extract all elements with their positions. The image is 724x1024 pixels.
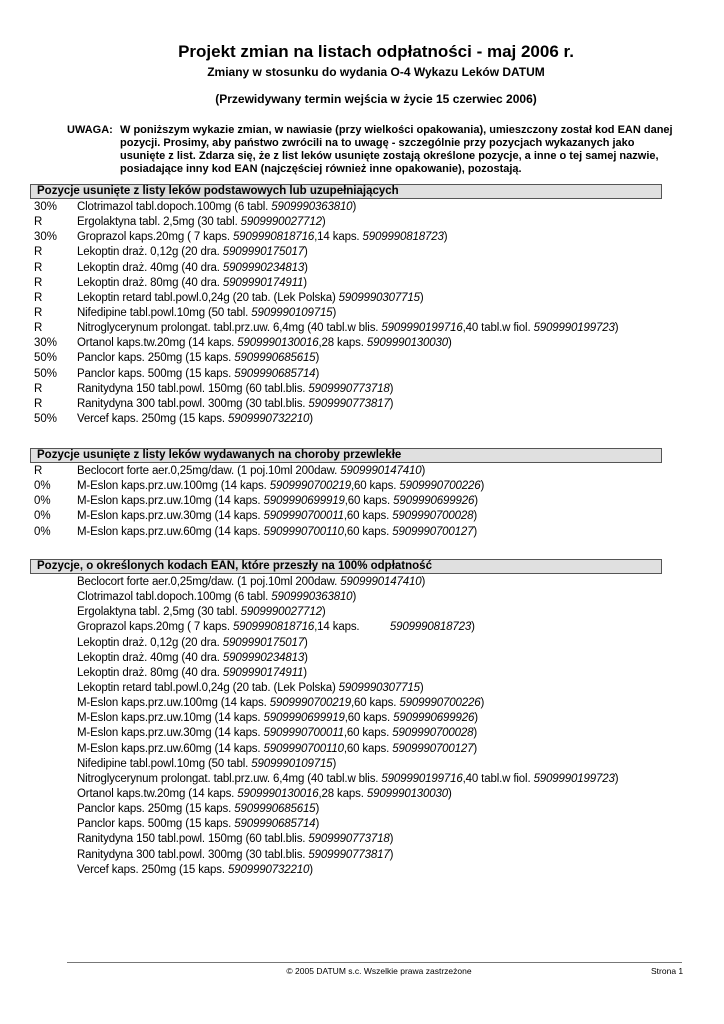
drug-text: ) — [315, 367, 320, 380]
list-item — [34, 509, 684, 524]
list-item — [34, 494, 684, 509]
ean-code: 5909990700219 — [269, 697, 351, 710]
drug-description — [77, 696, 484, 711]
drug-text: Ranitydyna 300 tabl.powl. 300mg (30 tabl.blis. — [77, 397, 309, 410]
list-item — [34, 321, 684, 336]
payment-code: 50% — [34, 367, 58, 380]
list-item — [34, 351, 684, 366]
drug-description — [77, 367, 319, 382]
document-title: Projekt zmian na listach odpłatności - maj 2006 r. — [178, 42, 574, 61]
payment-code: 0% — [34, 480, 51, 493]
drug-description — [77, 412, 313, 427]
ean-code: 5909990174911 — [222, 276, 304, 289]
ean-code: 5909990699919 — [263, 495, 345, 508]
drug-text: ) — [352, 591, 357, 604]
drug-text: Ranitydyna 150 tabl.powl. 150mg (60 tabl.blis. — [77, 382, 309, 395]
ean-code: 5909990109715 — [251, 757, 333, 770]
drug-description — [77, 802, 319, 817]
section-list-chronic — [34, 464, 684, 540]
drug-text: ) — [303, 636, 308, 649]
drug-description — [77, 509, 477, 524]
list-item — [34, 306, 684, 321]
drug-text: ) — [303, 246, 308, 259]
list-item — [34, 291, 684, 306]
footer-divider — [67, 962, 682, 963]
ean-code: 5909990700110 — [263, 525, 344, 538]
ean-code: 5909990818723 — [362, 231, 444, 244]
payment-code: 30% — [34, 337, 58, 350]
drug-text: Beclocort forte aer.0,25mg/daw. (1 poj.10ml 200daw. — [77, 465, 341, 477]
drug-description — [77, 494, 478, 509]
list-item — [34, 742, 684, 757]
drug-text: Clotrimazol tabl.dopoch.100mg (6 tabl. — [77, 201, 272, 213]
ean-code: 5909990199723 — [533, 772, 615, 785]
drug-description — [77, 711, 478, 726]
drug-text: ) — [448, 787, 452, 800]
payment-code: R — [34, 465, 43, 477]
ean-code: 5909990818723 — [389, 621, 472, 634]
drug-text: ) — [389, 382, 394, 395]
drug-description — [77, 787, 452, 802]
drug-description — [77, 620, 475, 635]
ean-code: 5909990130030 — [366, 337, 449, 350]
list-item — [34, 261, 684, 276]
drug-text: ,40 tabl.w fiol. — [462, 322, 534, 335]
list-item — [34, 666, 684, 681]
drug-description — [77, 261, 308, 276]
list-item — [34, 245, 684, 260]
list-item — [34, 336, 684, 351]
ean-code: 5909990700028 — [392, 510, 474, 523]
ean-code: 5909990773817 — [308, 848, 390, 861]
warning-note — [67, 124, 682, 176]
ean-code: 5909990773718 — [308, 833, 390, 846]
list-item — [34, 382, 684, 397]
drug-text: ,28 kaps. — [318, 787, 367, 800]
drug-text: Ortanol kaps.tw.20mg (14 kaps. — [77, 787, 238, 800]
list-item — [34, 726, 684, 741]
drug-text: M-Eslon kaps.prz.uw.60mg (14 kaps. — [77, 525, 264, 538]
drug-text: ) — [352, 201, 357, 213]
drug-text: M-Eslon kaps.prz.uw.60mg (14 kaps. — [77, 742, 264, 755]
list-item — [34, 787, 684, 802]
drug-text: Lekoptin retard tabl.powl.0,24g (20 tab. (Lek Polska) — [77, 291, 339, 304]
drug-text: Groprazol kaps.20mg ( 7 kaps. — [77, 231, 233, 244]
list-item — [34, 397, 684, 412]
ean-code: 5909990175017 — [222, 636, 304, 649]
payment-code: R — [34, 216, 43, 229]
drug-text: Lekoptin draż. 0,12g (20 dra. — [77, 636, 223, 649]
warning-label: UWAGA: — [67, 124, 113, 136]
drug-text: ,60 kaps. — [344, 495, 394, 508]
drug-text: ) — [421, 465, 426, 477]
effective-date-note: (Przewidywany termin wejścia w życie 15 czerwiec 2006) — [215, 92, 537, 106]
drug-text: Clotrimazol tabl.dopoch.100mg (6 tabl. — [77, 591, 272, 604]
drug-text: ) — [448, 337, 452, 350]
drug-text: ,60 kaps. — [343, 742, 393, 755]
list-item — [34, 605, 684, 620]
drug-text: ) — [332, 757, 337, 770]
ean-code: 5909990147410 — [340, 465, 422, 477]
list-item — [34, 367, 684, 382]
ean-code: 5909990700226 — [399, 480, 481, 493]
payment-code: R — [34, 246, 43, 259]
drug-text: Panclor kaps. 500mg (15 kaps. — [77, 818, 235, 831]
drug-description — [77, 651, 308, 666]
drug-text: ) — [474, 712, 478, 725]
ean-code: 5909990700127 — [392, 742, 474, 755]
drug-description — [77, 848, 393, 863]
drug-text: Nitroglycerynum prolongat. tabl.prz.uw. 6,4mg (40 tabl.w blis. — [77, 772, 382, 785]
drug-text: ,60 kaps. — [350, 697, 400, 710]
payment-code: 30% — [34, 231, 58, 244]
drug-text: ) — [419, 291, 424, 304]
list-item — [34, 757, 684, 772]
payment-code: R — [34, 291, 43, 304]
drug-text: Ergolaktyna tabl. 2,5mg (30 tabl. — [77, 606, 241, 619]
drug-text: ) — [480, 480, 485, 493]
section-heading-basic-list: Pozycje usunięte z listy leków podstawowych lub uzupełniających — [30, 184, 662, 199]
list-item — [34, 590, 684, 605]
ean-code: 5909990307715 — [338, 291, 420, 304]
ean-code: 5909990685615 — [234, 803, 316, 816]
document-subtitle: Zmiany w stosunku do wydania O-4 Wykazu Leków DATUM — [207, 65, 545, 79]
ean-code: 5909990027712 — [240, 606, 322, 619]
drug-description — [77, 382, 393, 397]
payment-code: 0% — [34, 510, 51, 523]
ean-code: 5909990700028 — [392, 727, 474, 740]
drug-description — [77, 742, 477, 757]
drug-text: ,60 kaps. — [344, 712, 394, 725]
drug-description — [77, 772, 618, 787]
ean-code: 5909990700110 — [263, 742, 344, 755]
list-item — [34, 772, 684, 787]
drug-text: Lekoptin draż. 80mg (40 dra. — [77, 276, 223, 289]
ean-code: 5909990700011 — [263, 510, 344, 523]
drug-description — [77, 276, 307, 291]
drug-text: ,60 kaps. — [350, 480, 400, 493]
drug-text: ,28 kaps. — [318, 337, 367, 350]
list-item — [34, 848, 684, 863]
drug-text: ) — [304, 261, 308, 274]
list-item — [34, 276, 684, 291]
drug-description — [77, 245, 308, 260]
drug-description — [77, 351, 319, 366]
drug-text: Panclor kaps. 250mg (15 kaps. — [77, 803, 235, 816]
drug-text: M-Eslon kaps.prz.uw.100mg (14 kaps. — [77, 480, 270, 493]
list-item — [34, 711, 684, 726]
drug-description — [77, 832, 393, 847]
drug-text: Panclor kaps. 500mg (15 kaps. — [77, 367, 235, 380]
drug-text: Ergolaktyna tabl. 2,5mg (30 tabl. — [77, 216, 241, 229]
drug-text: ,14 kaps. — [314, 621, 390, 634]
drug-text: Vercef kaps. 250mg (15 kaps. — [77, 863, 228, 876]
drug-description — [77, 321, 618, 336]
ean-code: 5909990700127 — [392, 525, 474, 538]
ean-code: 5909990685615 — [234, 352, 316, 365]
drug-text: ) — [419, 681, 424, 694]
ean-code: 5909990027712 — [240, 216, 322, 229]
drug-text: ) — [443, 231, 448, 244]
section-heading-full-payment: Pozycje, o określonych kodach EAN, które przeszły na 100% odpłatność — [30, 559, 662, 574]
footer-copyright: © 2005 DATUM s.c. Wszelkie prawa zastrzeżone — [286, 966, 472, 976]
list-item — [34, 651, 684, 666]
drug-text: ) — [315, 352, 320, 365]
payment-code: 30% — [34, 201, 58, 213]
drug-description — [77, 200, 356, 215]
list-item — [34, 863, 684, 878]
drug-text: Nifedipine tabl.powl.10mg (50 tabl. — [77, 757, 252, 770]
ean-code: 5909990130016 — [237, 337, 319, 350]
ean-code: 5909990685714 — [234, 367, 316, 380]
ean-code: 5909990234813 — [222, 261, 305, 274]
drug-text: ) — [480, 697, 485, 710]
list-item — [34, 464, 684, 479]
list-item — [34, 575, 684, 590]
payment-code: R — [34, 261, 43, 274]
ean-code: 5909990700226 — [399, 697, 481, 710]
drug-text: ,60 kaps. — [343, 727, 393, 740]
ean-code: 5909990685714 — [234, 818, 316, 831]
drug-text: Beclocort forte aer.0,25mg/daw. (1 poj.10ml 200daw. — [77, 576, 341, 588]
list-item — [34, 802, 684, 817]
ean-code: 5909990699926 — [393, 712, 475, 725]
list-item — [34, 230, 684, 245]
drug-text: Nifedipine tabl.powl.10mg (50 tabl. — [77, 306, 252, 319]
drug-text: M-Eslon kaps.prz.uw.10mg (14 kaps. — [77, 495, 264, 508]
ean-code: 5909990147410 — [340, 576, 422, 588]
drug-text: Lekoptin draż. 40mg (40 dra. — [77, 261, 223, 274]
drug-text: ) — [473, 510, 478, 523]
list-item — [34, 696, 684, 711]
section-list-basic — [34, 200, 684, 427]
drug-text: ) — [321, 606, 326, 619]
ean-code: 5909990818716 — [232, 231, 315, 244]
ean-code: 5909990199716 — [381, 322, 463, 335]
ean-code: 5909990130016 — [237, 787, 319, 800]
payment-code: 0% — [34, 495, 51, 508]
drug-text: ) — [309, 863, 313, 876]
ean-code: 5909990363810 — [271, 591, 353, 604]
drug-text: M-Eslon kaps.prz.uw.100mg (14 kaps. — [77, 697, 270, 710]
ean-code: 5909990307715 — [338, 681, 420, 694]
drug-description — [77, 291, 424, 306]
drug-text: Ortanol kaps.tw.20mg (14 kaps. — [77, 337, 238, 350]
drug-text: M-Eslon kaps.prz.uw.10mg (14 kaps. — [77, 712, 264, 725]
drug-text: M-Eslon kaps.prz.uw.30mg (14 kaps. — [77, 727, 264, 740]
drug-text: ,40 tabl.w fiol. — [462, 772, 534, 785]
drug-description — [77, 636, 308, 651]
list-item — [34, 200, 684, 215]
drug-description — [77, 230, 447, 245]
ean-code: 5909990174911 — [222, 666, 304, 679]
ean-code: 5909990363810 — [271, 201, 353, 213]
ean-code: 5909990199716 — [381, 772, 463, 785]
drug-text: ) — [473, 525, 478, 538]
drug-text: ,14 kaps. — [314, 231, 363, 244]
drug-text: Lekoptin draż. 40mg (40 dra. — [77, 651, 223, 664]
drug-text: ) — [315, 818, 320, 831]
payment-code: R — [34, 382, 43, 395]
drug-text: ) — [473, 727, 478, 740]
warning-text: W poniższym wykazie zmian, w nawiasie (przy wielkości opakowania), umieszczony został kod EAN danej pozycji. Prosimy, aby państwo zwrócili na to uwagę - szczególnie przy pozycjach wykazanych jako usunięte z list. Zdarza się, że z list leków usunięte zostają określone pozycje, a inne o tej samej nazwie, posiadające inny kod EAN (najczęściej również inne opakowanie), pozostają. — [120, 124, 673, 175]
payment-code: R — [34, 306, 43, 319]
drug-text: ) — [473, 742, 478, 755]
drug-text: Lekoptin retard tabl.powl.0,24g (20 tab. (Lek Polska) — [77, 681, 339, 694]
payment-code: R — [34, 276, 43, 289]
drug-text: ) — [321, 216, 326, 229]
drug-description — [77, 306, 336, 321]
ean-code: 5909990732210 — [228, 863, 310, 876]
payment-code: R — [34, 322, 43, 335]
drug-description — [77, 757, 336, 772]
drug-text: Nitroglycerynum prolongat. tabl.prz.uw. 6,4mg (40 tabl.w blis. — [77, 322, 382, 335]
list-item — [34, 479, 684, 494]
drug-text: M-Eslon kaps.prz.uw.30mg (14 kaps. — [77, 510, 264, 523]
ean-code: 5909990699926 — [393, 495, 475, 508]
payment-code: 50% — [34, 352, 58, 365]
drug-description — [77, 666, 307, 681]
drug-description — [77, 479, 484, 494]
drug-text: ,60 kaps. — [343, 510, 393, 523]
payment-code: 0% — [34, 525, 51, 538]
ean-code: 5909990699919 — [263, 712, 345, 725]
drug-text: ) — [389, 848, 394, 861]
drug-text: Lekoptin draż. 0,12g (20 dra. — [77, 246, 223, 259]
drug-description — [77, 605, 326, 620]
drug-text: ) — [309, 412, 313, 425]
drug-text: ) — [304, 651, 308, 664]
drug-description — [77, 336, 452, 351]
section-heading-chronic-list: Pozycje usunięte z listy leków wydawanych na choroby przewlekłe — [30, 448, 662, 463]
drug-description — [77, 215, 326, 230]
drug-text: ) — [471, 621, 475, 634]
section-list-full-payment — [34, 575, 684, 878]
drug-description — [77, 681, 424, 696]
list-item — [34, 817, 684, 832]
ean-code: 5909990199723 — [533, 322, 615, 335]
drug-text: ) — [303, 666, 307, 679]
drug-text: Lekoptin draż. 80mg (40 dra. — [77, 666, 223, 679]
ean-code: 5909990700219 — [269, 480, 351, 493]
drug-text: ,60 kaps. — [343, 525, 393, 538]
drug-description — [77, 397, 393, 412]
drug-text: Groprazol kaps.20mg ( 7 kaps. — [77, 621, 233, 634]
drug-text: ) — [332, 306, 337, 319]
ean-code: 5909990175017 — [222, 246, 304, 259]
drug-description — [77, 464, 425, 479]
list-item — [34, 620, 684, 635]
ean-code: 5909990130030 — [366, 787, 449, 800]
drug-text: ) — [389, 397, 394, 410]
footer-page-number: Strona 1 — [651, 966, 684, 976]
drug-text: ) — [315, 803, 320, 816]
drug-description — [77, 590, 356, 605]
drug-text: ) — [614, 772, 619, 785]
drug-description — [77, 863, 313, 878]
list-item — [34, 832, 684, 847]
list-item — [34, 215, 684, 230]
drug-text: ) — [474, 495, 478, 508]
drug-text: ) — [614, 322, 619, 335]
drug-text: ) — [303, 276, 307, 289]
drug-text: Vercef kaps. 250mg (15 kaps. — [77, 412, 228, 425]
drug-description — [77, 575, 425, 590]
drug-description — [77, 726, 477, 741]
ean-code: 5909990773817 — [308, 397, 390, 410]
payment-code: 50% — [34, 412, 58, 425]
list-item — [34, 412, 684, 427]
list-item — [34, 525, 684, 540]
list-item — [34, 681, 684, 696]
ean-code: 5909990109715 — [251, 306, 333, 319]
ean-code: 5909990234813 — [222, 651, 305, 664]
drug-description — [77, 525, 477, 540]
ean-code: 5909990773718 — [308, 382, 390, 395]
drug-description — [77, 817, 319, 832]
ean-code: 5909990700011 — [263, 727, 344, 740]
ean-code: 5909990818716 — [232, 621, 315, 634]
drug-text: Ranitydyna 300 tabl.powl. 300mg (30 tabl.blis. — [77, 848, 309, 861]
drug-text: Ranitydyna 150 tabl.powl. 150mg (60 tabl.blis. — [77, 833, 309, 846]
drug-text: ) — [389, 833, 394, 846]
drug-text: Panclor kaps. 250mg (15 kaps. — [77, 352, 235, 365]
drug-text: ) — [421, 576, 426, 588]
ean-code: 5909990732210 — [228, 412, 310, 425]
list-item — [34, 636, 684, 651]
payment-code: R — [34, 397, 43, 410]
